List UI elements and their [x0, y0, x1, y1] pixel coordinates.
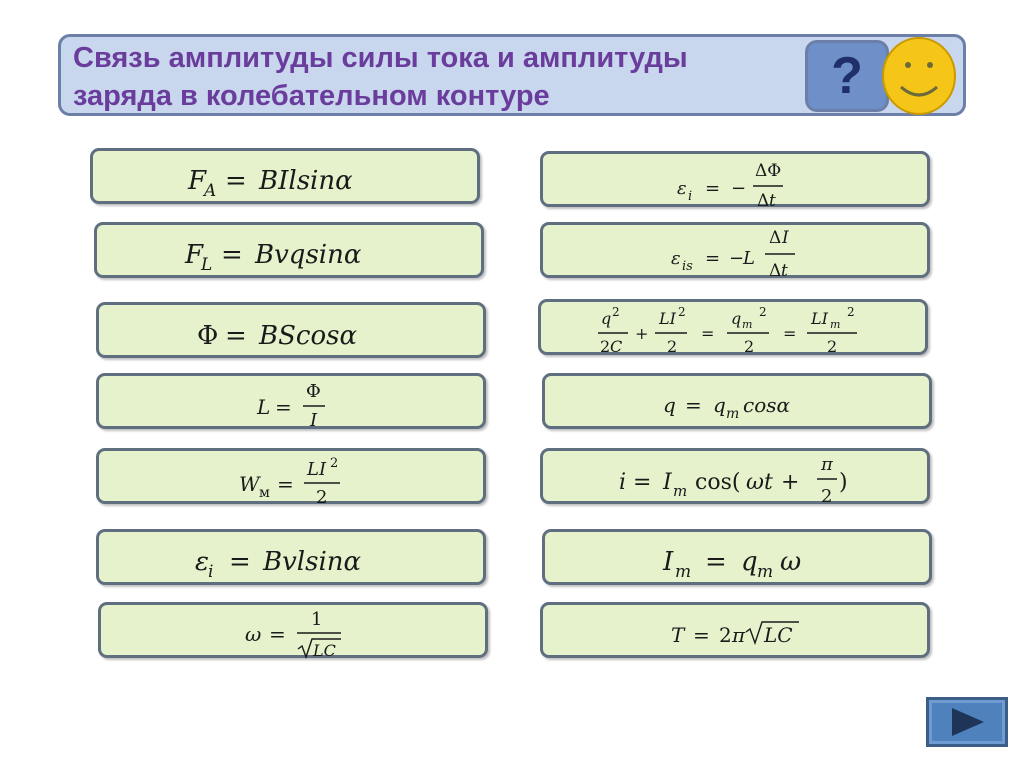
svg-text:=: =	[225, 166, 247, 196]
svg-text:i: i	[208, 562, 214, 582]
svg-text:Bvqsinα: Bvqsinα	[255, 240, 362, 270]
play-triangle-icon	[929, 700, 1005, 744]
svg-text:q: q	[741, 547, 758, 577]
svg-text:m: m	[742, 318, 753, 331]
formula-period[interactable]	[540, 602, 930, 658]
svg-text:ω: ω	[780, 547, 802, 577]
svg-text:2: 2	[330, 456, 339, 471]
svg-text:A: A	[204, 181, 217, 201]
formula-ampere-force[interactable]	[90, 148, 480, 204]
svg-text:t: t	[769, 191, 776, 210]
svg-text:2: 2	[667, 337, 678, 356]
svg-text:i: i	[619, 470, 627, 495]
svg-text:2: 2	[821, 486, 833, 507]
svg-text:LC: LC	[313, 641, 336, 660]
svg-text:W: W	[239, 472, 260, 496]
svg-text:ω: ω	[245, 622, 262, 646]
svg-text:2: 2	[827, 337, 838, 356]
svg-text:1: 1	[311, 609, 323, 630]
svg-text:I: I	[782, 228, 789, 248]
next-slide-button[interactable]	[926, 697, 1008, 747]
svg-text:=: =	[701, 324, 715, 343]
svg-text:LI: LI	[659, 309, 676, 328]
svg-text:=: =	[705, 178, 721, 199]
svg-text:q: q	[713, 393, 726, 417]
svg-text:C: C	[610, 337, 623, 356]
svg-text:BScosα: BScosα	[259, 321, 358, 351]
formula-energy-conservation[interactable]	[538, 299, 928, 355]
svg-text:L: L	[201, 255, 213, 275]
svg-text:=: =	[693, 623, 710, 647]
svg-text:L: L	[257, 395, 271, 419]
svg-text:2: 2	[600, 337, 611, 356]
svg-text:2: 2	[316, 487, 328, 507]
svg-text:m: m	[726, 406, 740, 422]
svg-text:m: m	[757, 562, 774, 582]
svg-text:=: =	[277, 472, 294, 496]
formula-magnetic-energy[interactable]	[96, 448, 486, 507]
svg-text:2: 2	[678, 305, 686, 319]
formula-angular-frequency[interactable]	[98, 602, 488, 658]
formula-motional-emf[interactable]	[96, 529, 486, 585]
svg-text:2: 2	[719, 623, 732, 647]
svg-text:LI: LI	[811, 309, 828, 328]
title-line-2: заряда в колебательном контуре	[73, 80, 550, 112]
svg-text:ε: ε	[677, 178, 687, 199]
svg-text:+: +	[781, 470, 800, 495]
svg-text:F: F	[188, 166, 207, 196]
svg-text:m: m	[830, 318, 841, 331]
svg-text:=: =	[221, 240, 243, 270]
svg-text:м: м	[259, 485, 270, 501]
svg-text:is: is	[682, 259, 693, 274]
svg-text:Δ: Δ	[769, 261, 782, 281]
svg-text:Δ: Δ	[757, 191, 770, 210]
svg-text:=: =	[783, 324, 797, 343]
formula-charge[interactable]	[542, 373, 932, 429]
svg-text:=: =	[705, 547, 727, 577]
smiley-face-icon[interactable]	[879, 35, 959, 117]
svg-text:I: I	[663, 470, 672, 495]
svg-text:=: =	[225, 321, 247, 351]
svg-text:I: I	[310, 410, 318, 431]
svg-text:=: =	[685, 393, 702, 417]
svg-text:=: =	[275, 395, 292, 419]
formula-lorentz-force[interactable]	[94, 222, 484, 278]
svg-text:−: −	[731, 178, 747, 199]
svg-text:2: 2	[847, 305, 855, 319]
title-bar	[58, 34, 966, 116]
svg-text:=: =	[633, 470, 652, 495]
svg-text:−: −	[729, 248, 745, 269]
svg-text:I: I	[663, 547, 674, 577]
svg-text:ωt: ωt	[746, 470, 773, 495]
svg-text:m: m	[673, 482, 688, 500]
formula-current[interactable]	[540, 448, 930, 507]
svg-text:Φ: Φ	[306, 381, 321, 402]
svg-text:F: F	[185, 240, 204, 270]
svg-text:q: q	[663, 393, 676, 417]
slide-title	[73, 39, 813, 115]
svg-text:LC: LC	[764, 623, 793, 647]
svg-text:2: 2	[759, 305, 767, 319]
svg-text:cosα: cosα	[743, 393, 791, 417]
svg-text:π: π	[821, 454, 833, 475]
formula-magnetic-flux[interactable]	[96, 302, 486, 358]
formula-self-induction-emf[interactable]	[540, 222, 930, 281]
svg-text:ε: ε	[195, 547, 209, 577]
svg-text:q: q	[601, 309, 612, 328]
svg-text:m: m	[675, 562, 692, 582]
svg-text:Bvlsinα: Bvlsinα	[263, 547, 362, 577]
svg-text:Δ: Δ	[769, 228, 782, 248]
svg-text:=: =	[705, 248, 721, 269]
svg-text:L: L	[743, 248, 755, 269]
formula-inductance[interactable]	[96, 373, 486, 429]
svg-text:q: q	[731, 309, 742, 328]
svg-text:i: i	[688, 189, 693, 204]
svg-text:): )	[839, 470, 848, 495]
svg-text:ΔΦ: ΔΦ	[755, 161, 782, 181]
svg-text:π: π	[732, 623, 746, 647]
svg-text:2: 2	[744, 337, 755, 356]
title-line-1: Связь амплитуды силы тока и амплитуды	[73, 42, 688, 74]
formula-current-amplitude[interactable]	[542, 529, 932, 585]
svg-text:=: =	[229, 547, 251, 577]
svg-text:T: T	[671, 623, 685, 647]
help-button[interactable]: ?	[805, 40, 889, 112]
svg-text:+: +	[635, 324, 649, 343]
svg-text:Φ: Φ	[197, 321, 219, 351]
svg-text:ε: ε	[671, 248, 681, 269]
svg-text:t: t	[781, 261, 788, 281]
svg-text:cos(: cos(	[695, 470, 741, 495]
svg-text:BIlsinα: BIlsinα	[259, 166, 353, 196]
svg-text:2: 2	[612, 305, 620, 319]
svg-text:LI: LI	[307, 459, 327, 480]
svg-text:=: =	[269, 622, 286, 646]
formula-induced-emf[interactable]	[540, 151, 930, 210]
